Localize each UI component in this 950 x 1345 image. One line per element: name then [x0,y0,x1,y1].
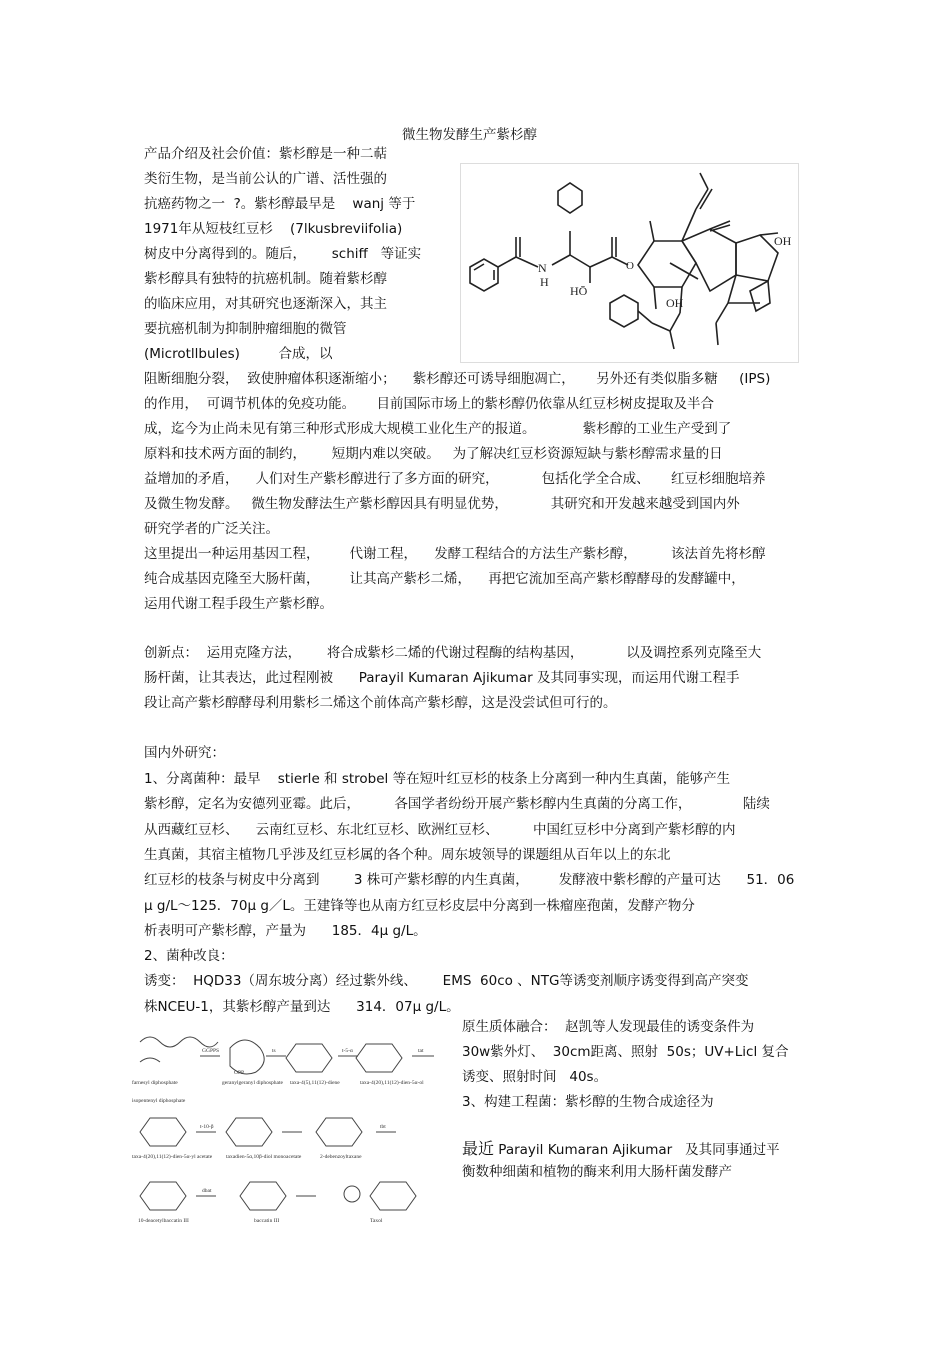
opp-label: OPP [234,1070,245,1076]
intro-lines-line: (Microtllbules) 合成，以 [144,346,333,362]
intro-lines-line: 1971年从短枝红豆杉 (7lkusbreviifolia) [144,221,403,237]
oh-label-2: OH [666,296,684,310]
ggpp-label: geranylgeranyl diphosphate [222,1080,283,1086]
nh-h-label: H [540,275,549,289]
body-lines-line: 及微生物发酵。 微生物发酵法生产紫杉醇因具有明显优势， 其研究和开发越来越受到国内外 [144,496,740,512]
research-lines-line: 生真菌，其宿主植物几乎涉及红豆杉属的各个种。周东坡领导的课题组从百年以上的东北 [144,846,671,863]
enzyme-5-label: t-10-β [200,1124,214,1130]
research-heading: 国内外研究： [144,745,225,761]
body-lines-line: 原料和技术两方面的制约， 短期内难以突破。 为了解决红豆杉资源短缺与紫杉醇需求量的日 [144,446,723,462]
side-lines-line: 原生质体融合： 赵凯等人发现最佳的诱变条件为 [462,1019,755,1035]
recent-rest-text: Parayil Kumaran Ajikumar 及其同事通过平 [494,1142,780,1158]
taxadiene-label: taxa-4(5),11(12)-diene [290,1080,340,1086]
body-lines-line: 纯合成基因克隆至大肠杆菌， 让其高产紫杉二烯， 再把它流加至高产紫杉醇酵母的发酵罐中， [144,571,745,587]
intro-lines-line: 树皮中分离得到的。随后， schiff 等证实 [144,246,422,262]
enzyme-4-label: tat [418,1048,424,1054]
document-title: 微生物发酵生产紫杉醇 [402,127,537,143]
body-lines-line: 研究学者的广泛关注。 [144,521,279,537]
ester-o-label: O [626,260,634,272]
deacetyl-label: 10-deacetylbaccatin III [138,1218,189,1224]
research-lines-line: μ g/L～125．70μ g／L。王建锋等也从南方红豆杉皮层中分离到一株瘤座孢菌，发酵产物分 [144,897,695,914]
acetate-label: taxa-4(20),11(12)-dien-5α-yl acetate [132,1154,213,1160]
side-lines-line: 3、构建工程菌：紫杉醇的生物合成途径为 [462,1094,714,1110]
innovation-lines-line: 创新点： 运用克隆方法， 将合成紫杉二烯的代谢过程酶的结构基因， 以及调控系列克隆至大 [144,645,762,661]
body-lines-line: 运用代谢工程手段生产紫杉醇。 [144,596,333,612]
intro-lines-line: 抗癌药物之一 ?。紫杉醇最早是 wanj 等于 [144,196,416,212]
taxol-label: Taxol [370,1218,383,1224]
taxadienol-label: taxa-4(20),11(12)-dien-5α-ol [360,1080,424,1086]
body-lines-line: 的作用， 可调节机体的免疫功能。 目前国际市场上的紫杉醇仍依靠从红豆杉树皮提取及半合 [144,396,715,412]
intro-lines-line: 产品介绍及社会价值：紫杉醇是一种二萜 [144,146,387,162]
research-lines-line: 红豆杉的枝条与树皮中分离到 3 株可产紫杉醇的内生真菌， 发酵液中紫杉醇的产量可达 51．06 [144,872,795,889]
fpp-label: farnesyl diphosphate [132,1080,178,1086]
side-lines-line: 30w紫外灯、 30cm距离、照射 50s；UV+Licl 复合 [462,1044,789,1060]
body-lines-line: 这里提出一种运用基因工程， 代谢工程， 发酵工程结合的方法生产紫杉醇， 该法首先将杉醇 [144,546,766,562]
intro-lines-line: 紫杉醇具有独特的抗癌机制。随着紫杉醇 [144,271,387,287]
enzyme-3-label: t-5-α [342,1048,353,1054]
recent-line [462,1140,780,1159]
research-lines-line: 诱变： HQD33（周东坡分离）经过紫外线、 EMS 60co 、NTG等诱变剂顺序诱变得到高产突变 [144,973,749,990]
innovation-lines-line: 段让高产紫杉醇酵母利用紫杉二烯这个前体高产紫杉醇，这是没尝试但可行的。 [144,695,617,711]
intro-lines-line: 的临床应用，对其研究也逐渐深入，其主 [144,296,387,312]
side-lines-line: 诱变、照射时间 40s。 [462,1069,608,1085]
recent-line-2: 衡数种细菌和植物的酶来利用大肠杆菌发酵产 [462,1164,732,1180]
recent-big-text: 最近 [462,1139,495,1158]
research-lines-line: 析表明可产紫杉醇，产量为 185．4μ g/L。 [144,922,427,939]
nh-n-label: N [538,261,547,275]
research-lines-line: 紫杉醇，定名为安德列亚霉。此后， 各国学者纷纷开展产紫杉醇内生真菌的分离工作， 陆续 [144,796,770,813]
taxol-structure-figure [460,163,800,363]
enzyme-1-label: GGPPS [202,1048,220,1054]
oh-label-1: OH [774,234,792,248]
intro-lines-line: 类衍生物，是当前公认的广谱、活性强的 [144,171,387,187]
enzyme-2-label: ts [272,1048,276,1054]
body-lines-line: 阻断细胞分裂， 致使肿瘤体积逐渐缩小； 紫杉醇还可诱导细胞凋亡， 另外还有类似脂多糖 (IPS) [144,371,771,387]
research-lines-line: 2、菌种改良： [144,948,234,965]
body-lines-line: 益增加的矛盾， 人们对生产紫杉醇进行了多方面的研究， 包括化学全合成、 红豆杉细胞培养 [144,471,766,487]
enzyme-7-label: dbat [202,1188,212,1194]
ho-label: HŌ [570,284,588,298]
enzyme-6-label: tbt [380,1124,386,1130]
diol-label: taxadien-5α,10β-diol monoacetate [226,1154,302,1160]
ipp-label: isopentenyl diphosphate [132,1098,186,1104]
research-lines-line: 从西藏红豆杉、 云南红豆杉、东北红豆杉、欧洲红豆杉、 中国红豆杉中分离到产紫杉醇的内 [144,821,736,838]
research-lines-line: 1、分离菌种：最早 stierle 和 strobel 等在短叶红豆杉的枝条上分离到一种内生真菌，能够产生 [144,771,731,787]
baccatin-label: baccatin III [254,1218,280,1224]
debenzoyl-label: 2-debenzoyltaxane [320,1154,362,1160]
biosynthesis-pathway-figure [130,1022,456,1228]
innovation-lines-line: 肠杆菌，让其表达，此过程刚被 Parayil Kumaran Ajikumar 及其同事实现，而运用代谢工程手 [144,670,740,686]
body-lines-line: 成，迄今为止尚未见有第三种形式形成大规模工业化生产的报道。 紫杉醇的工业生产受到了 [144,421,732,437]
research-lines-line: 株NCEU-1，其紫杉醇产量到达 314．07μ g/L。 [144,998,460,1015]
intro-lines-line: 要抗癌机制为抑制肿瘤细胞的微管 [144,321,347,337]
